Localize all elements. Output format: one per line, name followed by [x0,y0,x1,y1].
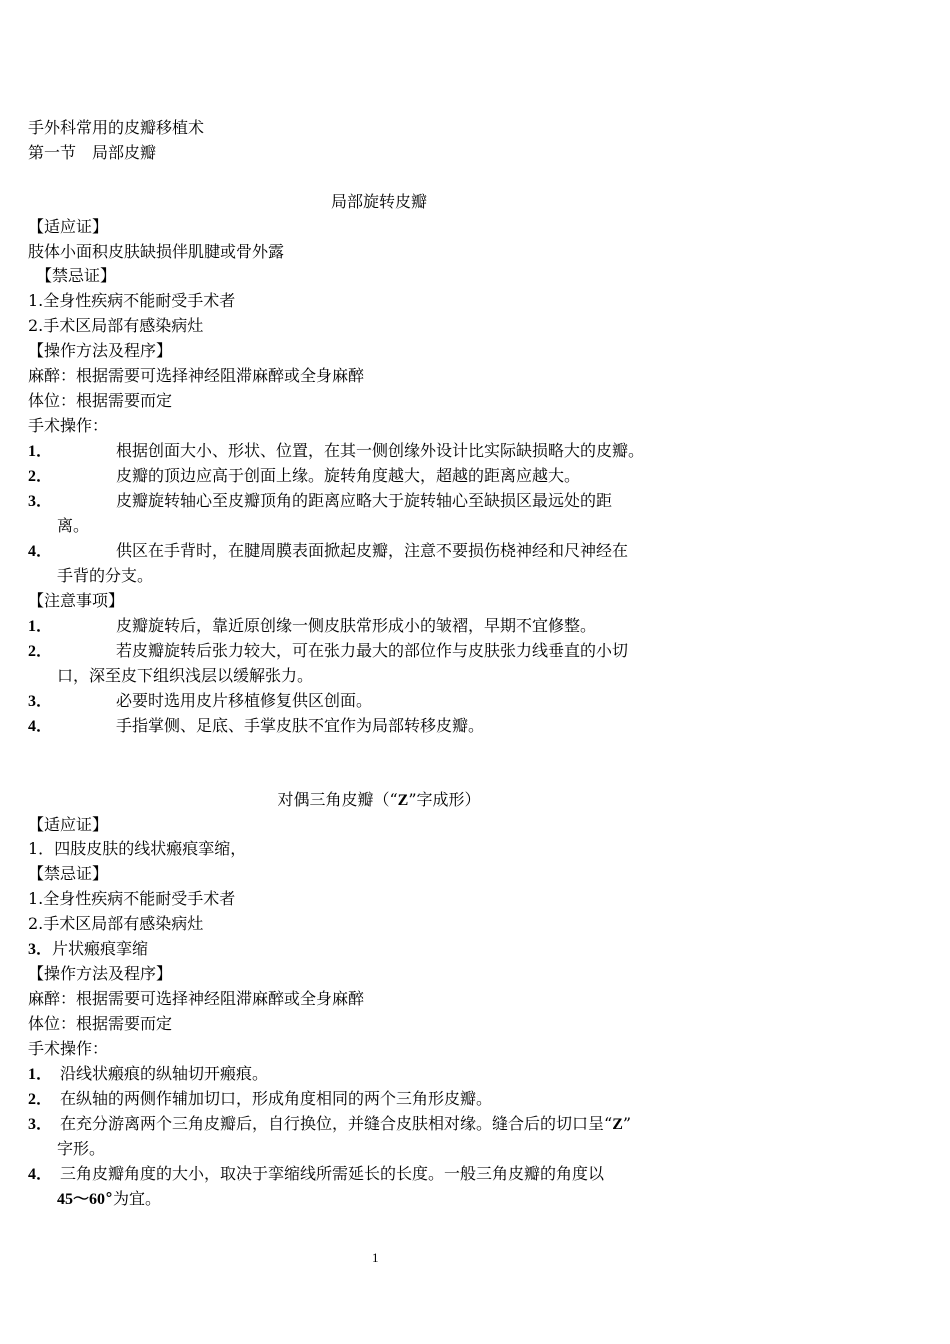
step-text: 皮瓣的顶边应高于创面上缘。旋转角度越大，超越的距离应越大。 [116,466,581,485]
flap2-indication [28,839,246,859]
flap1-note-3 [28,691,372,712]
note-number: 2． [28,643,53,660]
flap1-step-4-cont: 手背的分支。 [57,566,154,585]
note-text: 皮瓣旋转后，靠近原创缘一侧皮肤常形成小的皱褶，早期不宜修整。 [116,616,597,635]
flap1-notes-label: 【注意事项】 [28,591,125,610]
flap2-method-label: 【操作方法及程序】 [28,964,173,983]
step-text: 沿线状瘢痕的纵轴切开瘢痕。 [60,1064,269,1083]
contra-text: 片状瘢痕挛缩 [52,939,149,958]
angle-range: 45～60 [57,1191,106,1208]
flap1-contra-2: 2.手术区局部有感染病灶 [28,316,204,335]
flap2-contra-3 [28,939,148,960]
flap1-method-label: 【操作方法及程序】 [28,341,173,360]
note-text: 手指掌侧、足底、手掌皮肤不宜作为局部转移皮瓣。 [116,716,485,735]
flap2-step-1 [28,1064,268,1085]
flap1-step-2 [28,466,580,487]
flap1-contra-label: 【禁忌证】 [36,266,117,285]
flap2-step-3-cont: 字形。 [57,1139,106,1158]
flap1-heading: 局部旋转皮瓣 [330,192,427,211]
flap1-operation-label: 手术操作： [28,416,109,435]
step-z: Z [612,1116,623,1133]
flap1-step-4 [28,541,628,562]
flap1-step-3-cont: 离。 [57,516,90,535]
flap1-anesthesia: 麻醉：根据需要可选择神经阻滞麻醉或全身麻醉 [28,366,365,385]
flap2-indication-label: 【适应证】 [28,815,109,834]
flap2-step-4-cont [57,1189,161,1210]
flap2-heading [28,790,730,811]
flap1-indication-text: 肢体小面积皮肤缺损伴肌腱或骨外露 [28,242,285,261]
flap2-contra-1: 1.全身性疾病不能耐受手术者 [28,889,236,908]
document-title: 手外科常用的皮瓣移植术 [28,118,205,137]
flap2-step-2 [28,1089,492,1110]
flap1-note-1 [28,616,596,637]
step-text: 三角皮瓣角度的大小，取决于挛缩线所需延长的长度。一般三角皮瓣的角度以 [60,1164,605,1183]
step-text: 在充分游离两个三角皮瓣后，自行换位，并缝合皮肤相对缘。缝合后的切口呈“ [60,1114,613,1133]
flap1-note-2 [28,641,628,662]
flap2-contra-label: 【禁忌证】 [28,864,109,883]
step-text: 在纵轴的两侧作辅加切口，形成角度相同的两个三角形皮瓣。 [60,1089,493,1108]
flap1-position: 体位：根据需要而定 [28,391,173,410]
heading-z: Z [397,792,409,809]
step-number: 2． [28,468,53,485]
flap1-note-4 [28,716,484,737]
flap1-step-1 [28,441,644,462]
step-number: 3． [28,493,53,510]
flap2-step-3 [28,1114,631,1135]
heading-part: ”字成形） [408,790,481,809]
step-text: 皮瓣旋转轴心至皮瓣顶角的距离应略大于旋转轴心至缺损区最远处的距 [116,491,613,510]
step-number: 1． [28,1066,53,1083]
page-number: 1 [372,1250,379,1265]
contra-number: 3． [28,941,53,958]
step-text: 根据创面大小、形状、位置，在其一侧创缘外设计比实际缺损略大的皮瓣。 [116,441,645,460]
flap2-anesthesia: 麻醉：根据需要可选择神经阻滞麻醉或全身麻醉 [28,989,365,1008]
note-number: 4． [28,718,53,735]
step-text: ” [622,1114,632,1133]
step-text: °为宜。 [105,1189,162,1208]
step-number: 2． [28,1091,53,1108]
step-text: 供区在手背时，在腱周膜表面掀起皮瓣，注意不要损伤桡神经和尺神经在 [116,541,629,560]
step-number: 3． [28,1116,53,1133]
flap2-position: 体位：根据需要而定 [28,1014,173,1033]
flap1-note-2-cont: 口，深至皮下组织浅层以缓解张力。 [57,666,314,685]
indication-number: 1． [28,839,55,858]
note-text: 必要时选用皮片移植修复供区创面。 [116,691,373,710]
heading-part: 对偶三角皮瓣（“ [277,790,398,809]
note-text: 若皮瓣旋转后张力较大，可在张力最大的部位作与皮肤张力线垂直的小切 [116,641,629,660]
flap2-step-4 [28,1164,604,1185]
note-number: 1． [28,618,53,635]
step-number: 4． [28,543,53,560]
note-number: 3． [28,693,53,710]
section-heading: 第一节 局部皮瓣 [28,143,157,162]
flap2-contra-2: 2.手术区局部有感染病灶 [28,914,204,933]
flap1-step-3 [28,491,612,512]
step-number: 1． [28,443,53,460]
flap2-operation-label: 手术操作： [28,1039,109,1058]
indication-text: 四肢皮肤的线状瘢痕挛缩， [54,839,247,858]
step-number: 4． [28,1166,53,1183]
flap1-contra-1: 1.全身性疾病不能耐受手术者 [28,291,236,310]
flap1-indication-label: 【适应证】 [28,217,109,236]
